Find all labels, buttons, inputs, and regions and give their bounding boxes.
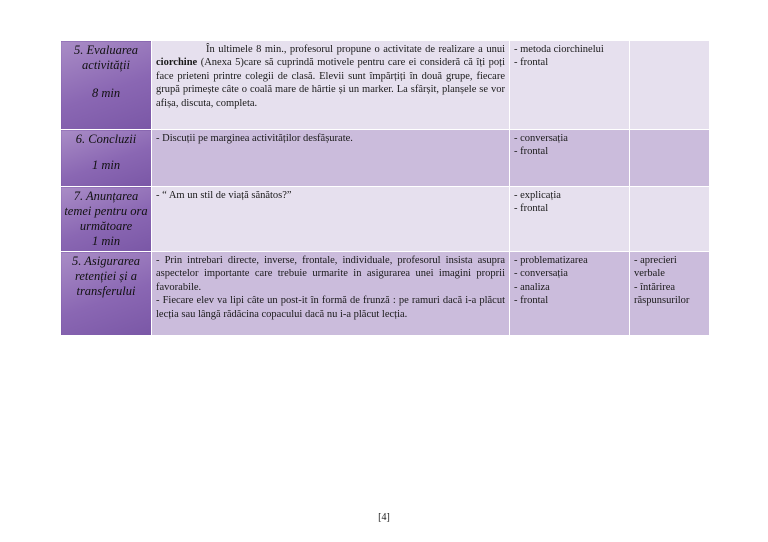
evaluation-item: - aprecieri verbale xyxy=(634,255,677,280)
method-item: - frontal xyxy=(514,203,549,215)
table-row xyxy=(61,187,710,252)
evaluation-item: - întărirea răspunsurilor xyxy=(634,281,690,307)
method-item: - problematizarea xyxy=(514,255,588,266)
stage-duration: 1 min xyxy=(91,234,121,248)
method-item: - explicația xyxy=(514,190,561,201)
stage-cell xyxy=(61,187,152,252)
stage-title: 6. Concluzii xyxy=(75,132,137,146)
content-text: - Discuții pe marginea activităților desfășurate. xyxy=(156,133,353,144)
methods-cell xyxy=(510,252,630,336)
content-bold-text: ciorchine xyxy=(156,57,198,69)
evaluation-cell xyxy=(630,130,710,187)
page-number: [4] xyxy=(378,512,390,523)
content-text: - Prin intrebari directe, inverse, frontale, individuale, profesorul insista asupra aspectelor importante care trebuie urmarite in asigurarea unei imagini proprii favorabile. xyxy=(156,255,505,293)
content-text: - Fiecare elev va lipi câte un post-it în formă de frunză : pe ramuri dacă i-a plăcut lecția sau lângă rădăcina copacului dacă nu i-a plăcut lecția. xyxy=(156,295,505,320)
method-item: - conversația xyxy=(514,133,568,144)
method-item: - frontal xyxy=(514,57,549,69)
stage-title: 5. Asigurarea retenției și a transferului xyxy=(71,254,141,298)
method-item: - frontal xyxy=(514,295,549,307)
methods-cell xyxy=(510,41,630,130)
stage-title: 7. Anunțarea temei pentru ora următoare xyxy=(64,189,148,233)
table-row xyxy=(61,252,710,336)
content-cell xyxy=(152,130,510,187)
stage-title: 5. Evaluarea activității xyxy=(73,43,139,72)
method-item: - conversația xyxy=(514,268,568,280)
method-item: - metoda ciorchinelui xyxy=(514,44,604,55)
stage-cell xyxy=(61,41,152,130)
stage-duration: 8 min xyxy=(91,86,121,100)
evaluation-cell xyxy=(630,252,710,336)
content-text: În ultimele 8 min., profesorul propune o activitate de realizare a unui xyxy=(206,44,505,55)
content-cell xyxy=(152,252,510,336)
content-cell xyxy=(152,187,510,252)
stage-cell xyxy=(61,130,152,187)
evaluation-cell xyxy=(630,187,710,252)
stage-cell xyxy=(61,252,152,336)
methods-cell xyxy=(510,130,630,187)
content-cell xyxy=(152,41,510,130)
table-row xyxy=(61,41,710,130)
lesson-plan-table xyxy=(60,40,710,336)
evaluation-cell xyxy=(630,41,710,130)
method-item: - analiza xyxy=(514,281,550,293)
method-item: - frontal xyxy=(514,146,549,158)
stage-duration: 1 min xyxy=(91,158,121,172)
content-text: (Anexa 5)care să cuprindă motivele pentru care ei consideră că îți poți face prieteni printre colegii de clasă. Elevii sunt împărțiți în două grupe, fiecare grupă primește câte o coală mare de hârtie și un marker. La sfârșit, planșele se vor afișa, discuta, completa. xyxy=(156,57,505,109)
content-text: - “ Am un stil de viață sănătos?” xyxy=(156,190,292,201)
methods-cell xyxy=(510,187,630,252)
table-row xyxy=(61,130,710,187)
